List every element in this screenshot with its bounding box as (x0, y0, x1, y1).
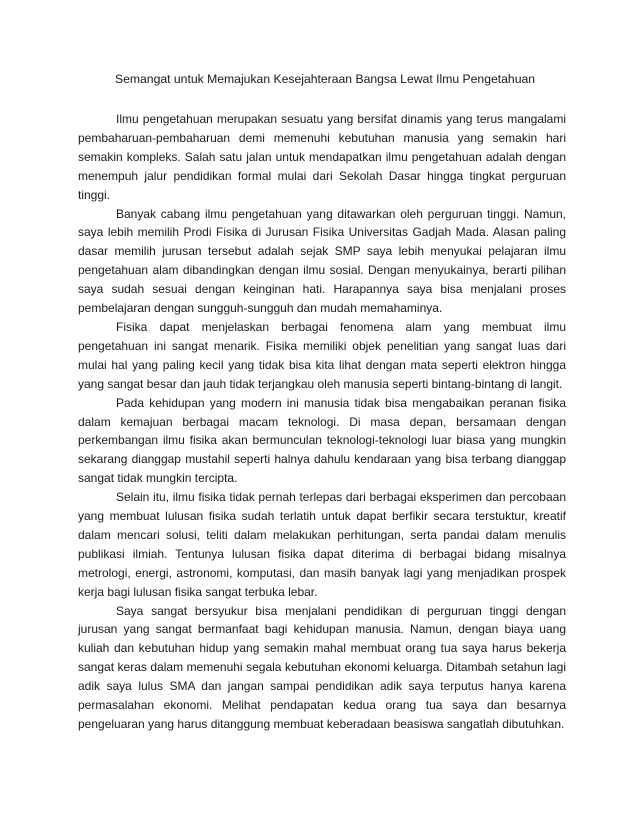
paragraph-2: Banyak cabang ilmu pengetahuan yang ditawarkan oleh perguruan tinggi. Namun, saya lebih memilih Prodi Fisika di Jurusan Fisika Universitas Gadjah Mada. Alasan paling dasar memilih jurusan tersebut adalah sejak SMP saya lebih menyukai pelajaran ilmu pengetahuan alam dibandingkan dengan ilmu sosial. Dengan menyukainya, berarti pilihan saya sudah sesuai dengan keinginan hati. Harapannya saya bisa menjalani proses pembelajaran dengan sungguh-sungguh dan mudah memahaminya. (78, 206, 566, 316)
paragraph-4: Pada kehidupan yang modern ini manusia tidak bisa mengabaikan peranan fisika dalam kemajuan berbagai macam teknologi. Di masa depan, bersamaan dengan perkembangan ilmu fisika akan bermunculan teknologi-teknologi luar biasa yang mungkin sekarang dianggap mustahil seperti halnya dahulu kendaraan yang bisa terbang dianggap sangat tidak mungkin tercipta. (78, 395, 566, 486)
document-title: Semangat untuk Memajukan Kesejahteraan Bangsa Lewat Ilmu Pengetahuan (114, 72, 536, 86)
paragraph-6: Saya sangat bersyukur bisa menjalani pendidikan di perguruan tinggi dengan jurusan yang sangat bermanfaat bagi kehidupan manusia. Namun, dengan biaya uang kuliah dan kebutuhan hidup yang semakin mahal membuat orang tua saya harus bekerja sangat keras dalam memenuhi segala kebutuhan ekonomi keluarga. Ditambah setahun lagi adik saya lulus SMA dan jangan sampai pendidikan adik saya terputus hanya karena permasalahan ekonomi. Melihat pendapatan kedua orang tua saya dan besarnya pengeluaran yang harus ditanggung membuat keberadaan beasiswa sangatlah dibutuhkan. (78, 603, 566, 731)
paragraph-1: Ilmu pengetahuan merupakan sesuatu yang bersifat dinamis yang terus mangalami pembaharuan-pembaharuan demi memenuhi kebutuhan manusia yang semakin hari semakin kompleks. Salah satu jalan untuk mendapatkan ilmu pengetahuan adalah dengan menempuh jalur pendidikan formal mulai dari Sekolah Dasar hingga tingkat perguruan tinggi. (78, 112, 566, 202)
paragraph-5: Selain itu, ilmu fisika tidak pernah terlepas dari berbagai eksperimen dan percobaan yang membuat lulusan fisika sudah terlatih untuk dapat berfikir secara terstuktur, kreatif dalam mencari solusi, teliti dalam melakukan perhitungan, serta pandai dalam menulis publikasi ilmiah. Tentunya lulusan fisika dapat diterima di berbagai bidang misalnya metrologi, energi, astronomi, komputasi, dan masih banyak lagi yang menjadikan prospek kerja bagi lulusan fisika sangat terbuka lebar. (78, 490, 566, 599)
document-page (78, 70, 566, 734)
paragraph-3: Fisika dapat menjelaskan berbagai fenomena alam yang membuat ilmu pengetahuan ini sangat menarik. Fisika memiliki objek penelitian yang sangat luas dari mulai hal yang paling kecil yang tidak bisa kita lihat dengan mata seperti elektron hingga yang sangat besar dan jauh tidak terjangkau oleh manusia seperti bintang-bintang di langit. (78, 319, 566, 391)
